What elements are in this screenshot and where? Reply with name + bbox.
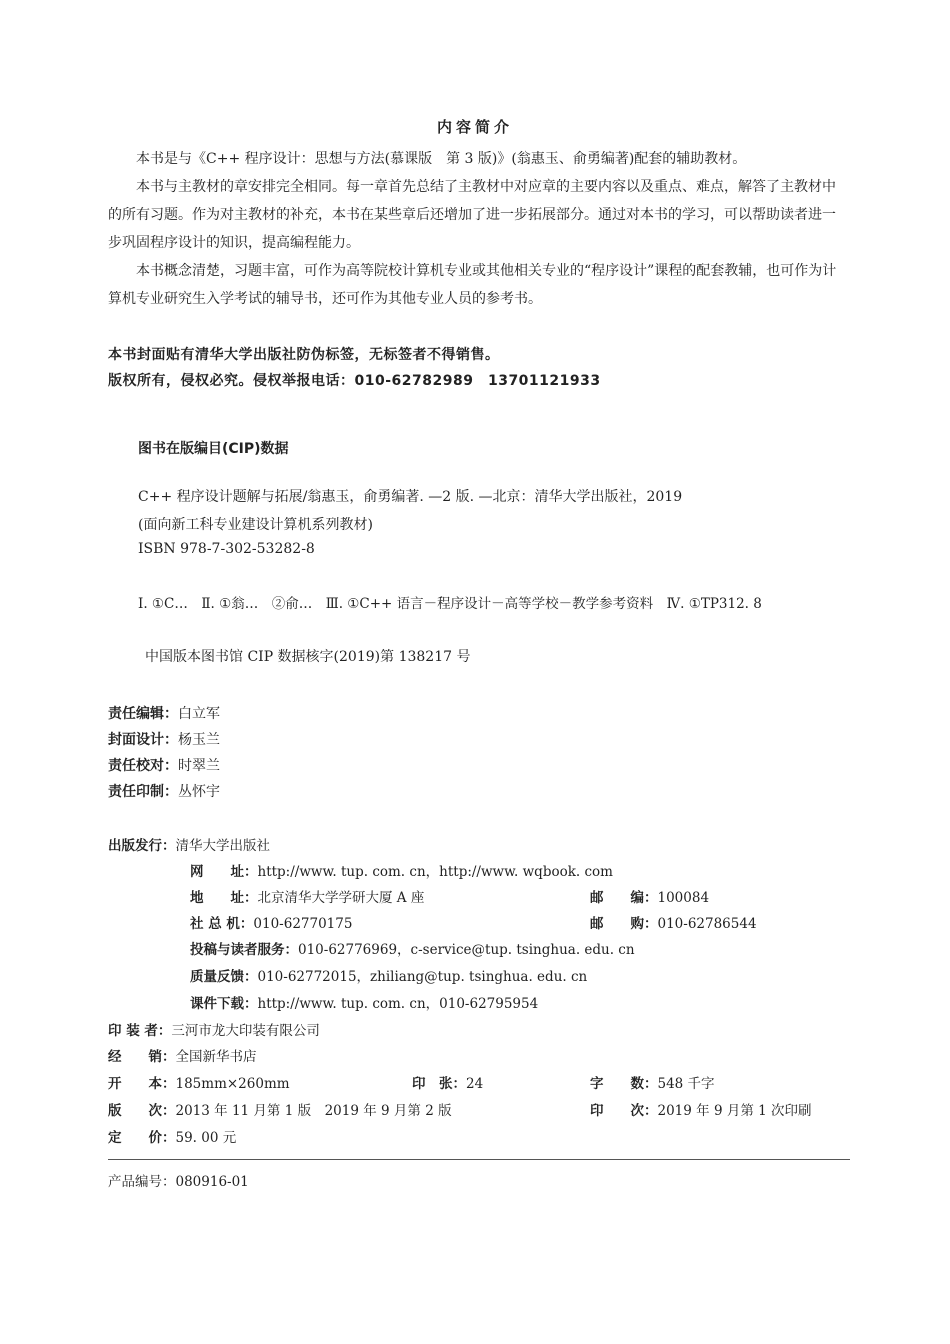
impression-value: 2019 年 9 月第 1 次印刷 (657, 1103, 812, 1119)
publisher-name: 清华大学出版社 (175, 838, 270, 854)
distributor-row (108, 1045, 257, 1065)
reader-service-value: 010-62776969，c-service@tup. tsinghua. edu. cn (298, 942, 635, 958)
staff-value: 白立军 (178, 706, 220, 722)
anti-counterfeit-notice: 本书封面贴有清华大学出版社防伪标签，无标签者不得销售。 (108, 347, 500, 363)
publisher-row (108, 834, 270, 854)
cip-record-number: 中国版本图书馆 CIP 数据核字(2019)第 138217 号 (145, 649, 471, 665)
price-label: 定 价： (108, 1130, 176, 1146)
reader-service-label: 投稿与读者服务： (190, 942, 298, 958)
product-code-value: 080916-01 (175, 1174, 249, 1190)
intro-title: 内容简介 (436, 118, 513, 136)
copyright-notice: 版权所有，侵权必究。侵权举报电话：010-62782989 13701121933 (108, 373, 601, 389)
postcode-row (590, 886, 709, 906)
address-label: 地 址： (190, 890, 258, 906)
intro-paragraph-2: 本书与主教材的章安排完全相同。每一章首先总结了主教材中对应章的主要内容以及重点、难点，解答了主教材中的所有习题。作为对主教材的补充，本书在某些章后还增加了进一步拓展部分。通过对本书的学习，可以帮助读者进一步巩固程序设计的知识，提高编程能力。 (108, 179, 836, 251)
words-label: 字 数： (590, 1076, 658, 1092)
staff-value: 时翠兰 (178, 758, 220, 774)
sheets-row (412, 1072, 483, 1092)
switchboard-value: 010-62770175 (253, 916, 353, 932)
quality-feedback-value: 010-62772015，zhiliang@tup. tsinghua. edu. cn (257, 969, 588, 985)
mailorder-label: 邮 购： (590, 916, 658, 932)
format-row (108, 1072, 290, 1092)
staff-value: 杨玉兰 (178, 732, 220, 748)
intro-paragraph-1: 本书是与《C++ 程序设计：思想与方法(慕课版 第 3 版)》(翁惠玉、俞勇编著)配套的辅助教材。 (136, 151, 747, 167)
publisher-label: 出版发行： (108, 838, 176, 854)
format-value: 185mm×260mm (175, 1076, 290, 1092)
courseware-value: http://www. tup. com. cn，010-62795954 (257, 996, 539, 1012)
switchboard-row (190, 912, 352, 932)
website-label: 网 址： (190, 864, 258, 880)
cip-line-1: C++ 程序设计题解与拓展/翁惠玉，俞勇编著. —2 版. —北京：清华大学出版社，2019 (138, 489, 683, 505)
printer-row (108, 1019, 320, 1039)
cip-line-2: (面向新工科专业建设计算机系列教材) (138, 517, 373, 533)
staff-row-proofreader (108, 755, 220, 775)
mailorder-row (590, 912, 757, 932)
staff-row-editor (108, 703, 220, 723)
website-value: http://www. tup. com. cn，http://www. wqbook. com (257, 864, 613, 880)
price-row (108, 1126, 236, 1146)
staff-label: 封面设计： (108, 732, 178, 748)
price-value: 59. 00 元 (175, 1130, 237, 1146)
edition-label: 版 次： (108, 1103, 176, 1119)
switchboard-label: 社 总 机： (190, 916, 254, 932)
edition-value: 2013 年 11 月第 1 版 2019 年 9 月第 2 版 (175, 1103, 452, 1119)
printer-value: 三河市龙大印装有限公司 (171, 1023, 320, 1039)
cip-heading: 图书在版编目(CIP)数据 (138, 441, 289, 457)
printer-label: 印 装 者： (108, 1023, 172, 1039)
bottom-divider (108, 1159, 850, 1160)
website-row (190, 860, 613, 880)
courseware-label: 课件下载： (190, 996, 258, 1012)
staff-value: 丛怀宇 (178, 784, 220, 800)
words-value: 548 千字 (657, 1076, 715, 1092)
staff-label: 责任印制： (108, 784, 178, 800)
reader-service-row (190, 938, 635, 958)
format-label: 开 本： (108, 1076, 176, 1092)
cip-isbn: ISBN 978-7-302-53282-8 (138, 541, 315, 557)
distributor-value: 全国新华书店 (175, 1049, 257, 1065)
impression-row (590, 1099, 812, 1119)
sheets-label: 印 张： (412, 1076, 466, 1092)
postcode-value: 100084 (657, 890, 710, 906)
impression-label: 印 次： (590, 1103, 658, 1119)
sheets-value: 24 (466, 1076, 484, 1092)
quality-feedback-label: 质量反馈： (190, 969, 258, 985)
address-row (190, 886, 424, 906)
quality-feedback-row (190, 965, 587, 985)
product-code-label: 产品编号： (108, 1174, 176, 1190)
staff-label: 责任编辑： (108, 706, 178, 722)
postcode-label: 邮 编： (590, 890, 658, 906)
staff-row-printing-manager (108, 781, 220, 801)
staff-label: 责任校对： (108, 758, 178, 774)
staff-row-cover-design (108, 729, 220, 749)
words-row (590, 1072, 715, 1092)
intro-paragraph-3: 本书概念清楚，习题丰富，可作为高等院校计算机专业或其他相关专业的“程序设计”课程的配套教辅，也可作为计算机专业研究生入学考试的辅导书，还可作为其他专业人员的参考书。 (108, 263, 837, 307)
address-value: 北京清华大学学研大厦 A 座 (257, 890, 425, 906)
edition-row (108, 1099, 452, 1119)
distributor-label: 经 销： (108, 1049, 176, 1065)
mailorder-value: 010-62786544 (657, 916, 757, 932)
product-code-row (108, 1170, 249, 1190)
courseware-row (190, 992, 538, 1012)
cip-classification: Ⅰ. ①C… Ⅱ. ①翁… ②俞… Ⅲ. ①C++ 语言－程序设计－高等学校－教学参考资料 Ⅳ. ①TP312. 8 (138, 596, 762, 612)
